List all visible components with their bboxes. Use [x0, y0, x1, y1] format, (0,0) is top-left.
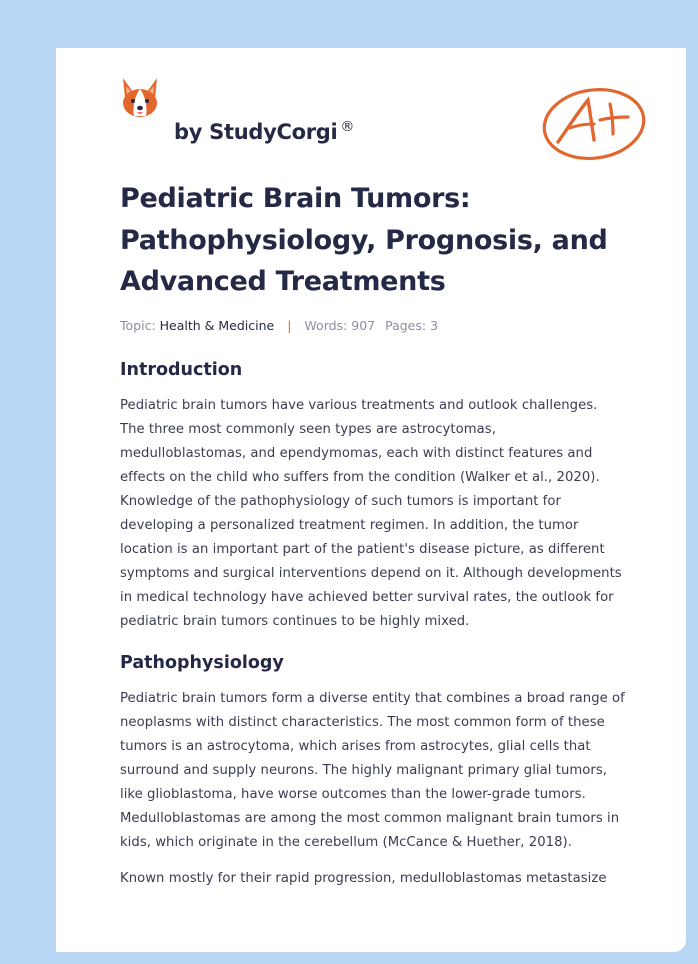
- trademark-mark: ®: [340, 119, 355, 135]
- section-heading-pathophysiology: Pathophysiology: [120, 652, 284, 673]
- brand-text: by StudyCorgi: [174, 120, 338, 144]
- corgi-head-icon: [120, 76, 160, 120]
- pages-label: Pages:: [385, 317, 427, 333]
- meta-separator: |: [287, 317, 292, 333]
- document-content: [120, 178, 626, 891]
- topic-link[interactable]: Health & Medicine: [159, 317, 275, 333]
- section-heading-introduction: Introduction: [120, 359, 243, 380]
- brand-name: [174, 119, 354, 144]
- document-title: Pediatric Brain Tumors: Pathophysiology, Prognosis, and Advanced Treatments: [120, 183, 608, 297]
- paragraph: Pediatric brain tumors have various treatments and outlook challenges. The three most commonly seen types are astrocytomas, medulloblastomas, and ependymomas, each with distinct features and effects on the child who suffers from the condition (Walker et al., 2020). Knowledge of the pathophysiology of such tumors is important for developing a personalized treatment regimen. In addition, the tumor location is an important part of the patient's disease picture, as different symptoms and surgical interventions depend on it. Although developments in medical technology have achieved better survival rates, the outlook for pediatric brain tumors continues to be highly mixed.: [120, 397, 622, 629]
- paragraph: Pediatric brain tumors form a diverse entity that combines a broad range of neoplasms with distinct characteristics. The most common form of these tumors is an astrocytoma, which arises from astrocytes, glial cells that surround and supply neurons. The highly malignant primary glial tumors, like glioblastoma, have worse outcomes than the lower-grade tumors. Medulloblastomas are among the most common malignant brain tumors in kids, which originate in the cerebellum (McCance & Huether, 2018).: [120, 690, 625, 850]
- a-plus-grade-icon: [540, 84, 650, 164]
- pages-value: 3: [430, 317, 439, 333]
- words-label: Words:: [304, 317, 348, 333]
- header: [120, 74, 660, 174]
- document-page: [56, 48, 686, 952]
- paragraph: Known mostly for their rapid progression, medulloblastomas metastasize: [120, 870, 607, 886]
- words-value: 907: [351, 317, 376, 333]
- topic-label: Topic:: [120, 317, 156, 333]
- document-meta: [120, 318, 626, 333]
